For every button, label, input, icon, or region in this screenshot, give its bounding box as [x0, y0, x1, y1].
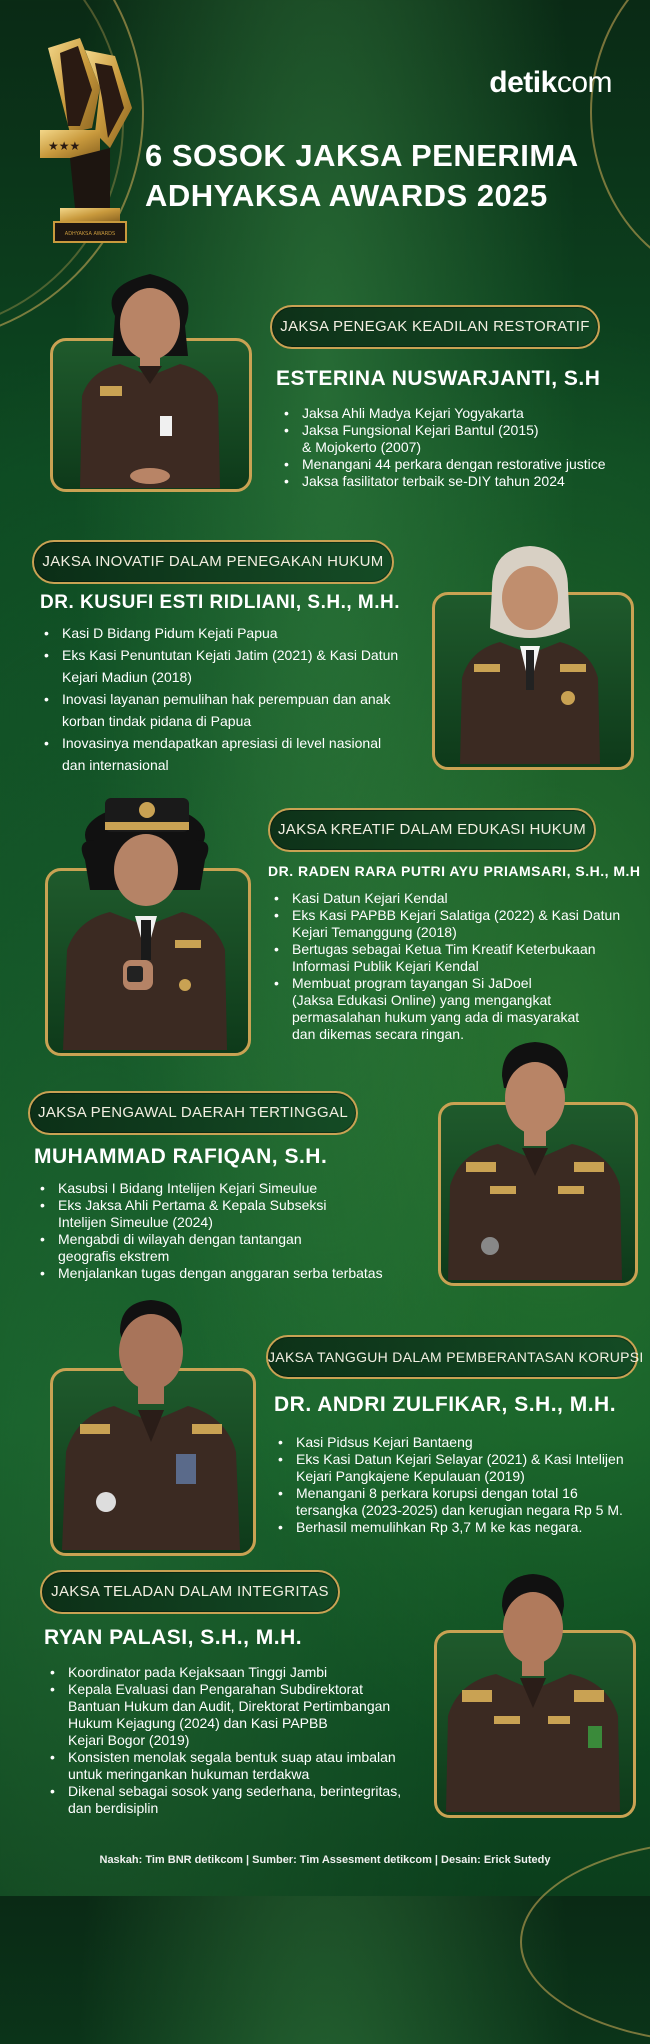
- point-5-1: • Kasi Pidsus Kejari Bantaeng: [278, 1434, 473, 1450]
- point-5-3: • Menangani 8 perkara korupsi dengan total 16 tersangka (2023-2025) dan kerugian negara Rp 5 M.: [278, 1485, 623, 1518]
- portrait-raden: [55, 780, 237, 1050]
- profile-name-2: DR. KUSUFI ESTI RIDLIANI, S.H., M.H.: [40, 592, 401, 613]
- profile-points-2: [40, 622, 420, 776]
- credits-footer: Naskah: Tim BNR detikcom | Sumber: Tim Assesment detikcom | Desain: Erick Sutedy: [99, 1854, 551, 1866]
- profile-name-6: RYAN PALASI, S.H., M.H.: [44, 1626, 303, 1649]
- category-badge-3: JAKSA KREATIF DALAM EDUKASI HUKUM: [268, 808, 596, 852]
- point-6-2: • Kepala Evaluasi dan Pengarahan Subdirektorat Bantuan Hukum dan Audit, Direktorat Pertimbangan Hukum Kejagung (2024) dan Kasi PAPBB Kejari Bogor (2019): [50, 1681, 391, 1748]
- category-badge-4: JAKSA PENGAWAL DAERAH TERTINGGAL: [28, 1091, 358, 1135]
- point-5-4: • Berhasil memulihkan Rp 3,7 M ke kas negara.: [278, 1519, 583, 1535]
- svg-text:★★★: ★★★: [48, 139, 81, 153]
- portrait-andri: [56, 1292, 246, 1550]
- category-badge-6: JAKSA TELADAN DALAM INTEGRITAS: [40, 1570, 340, 1614]
- portrait-rafiqan: [440, 1036, 630, 1280]
- point-3-1: • Kasi Datun Kejari Kendal: [274, 890, 448, 906]
- point-1-1: • Jaksa Ahli Madya Kejari Yogyakarta: [284, 405, 524, 421]
- point-4-3: • Mengabdi di wilayah dengan tantangan geografis ekstrem: [40, 1231, 302, 1264]
- title-line-1: 6 SOSOK JAKSA PENERIMA: [145, 138, 579, 173]
- point-1-4: • Jaksa fasilitator terbaik se-DIY tahun 2024: [284, 473, 565, 489]
- point-6-4: • Dikenal sebagai sosok yang sederhana, berintegritas, dan berdisiplin: [50, 1783, 402, 1816]
- point-1-3: • Menangani 44 perkara dengan restorative justice: [284, 456, 606, 472]
- profile-name-1: ESTERINA NUSWARJANTI, S.H: [276, 367, 601, 390]
- profile-points-5: [274, 1434, 644, 1536]
- profile-points-6: [46, 1664, 436, 1817]
- title-line-2: ADHYAKSA AWARDS 2025: [145, 178, 548, 213]
- category-badge-5: JAKSA TANGGUH DALAM PEMBERANTASAN KORUPSI: [266, 1335, 638, 1379]
- profile-points-4: [36, 1180, 426, 1282]
- portrait-esterina: [60, 266, 240, 488]
- point-2-4: • Inovasinya mendapatkan apresiasi di level nasional dan internasional: [44, 735, 382, 773]
- point-6-1: • Koordinator pada Kejaksaan Tinggi Jambi: [50, 1664, 328, 1680]
- brand-detik: detik: [489, 66, 557, 99]
- svg-text:ADHYAKSA AWARDS: ADHYAKSA AWARDS: [64, 231, 116, 237]
- portrait-kusufi: [440, 538, 620, 764]
- profile-points-3: [270, 890, 640, 1043]
- profile-name-4: MUHAMMAD RAFIQAN, S.H.: [34, 1145, 328, 1168]
- point-4-1: • Kasubsi I Bidang Intelijen Kejari Simeulue: [40, 1180, 318, 1196]
- profile-name-3: DR. RADEN RARA PUTRI AYU PRIAMSARI, S.H., M.H: [268, 863, 641, 879]
- category-badge-2: JAKSA INOVATIF DALAM PENEGAKAN HUKUM: [32, 540, 394, 584]
- decor-arc-right-bottom: [520, 1840, 650, 2044]
- point-1-2: • Jaksa Fungsional Kejari Bantul (2015) & Mojokerto (2007): [284, 422, 539, 455]
- point-4-4: • Menjalankan tugas dengan anggaran serba terbatas: [40, 1265, 383, 1281]
- category-badge-1: JAKSA PENEGAK KEADILAN RESTORATIF: [270, 305, 600, 349]
- point-5-2: • Eks Kasi Datun Kejari Selayar (2021) & Kasi Intelijen Kejari Pangkajene Kepulauan (2019): [278, 1451, 624, 1484]
- brand-logo: [489, 66, 612, 100]
- page-title: [145, 136, 625, 216]
- point-2-1: • Kasi D Bidang Pidum Kejati Papua: [44, 625, 278, 641]
- point-6-3: • Konsisten menolak segala bentuk suap atau imbalan untuk meringankan hukuman terdakwa: [50, 1749, 396, 1782]
- point-4-2: • Eks Jaksa Ahli Pertama & Kepala Subseksi Intelijen Simeulue (2024): [40, 1197, 327, 1230]
- point-3-4: • Membuat program tayangan Si JaDoel (Jaksa Edukasi Online) yang mengangkat permasalahan hukum yang ada di masyarakat dan dikemas secara ringan.: [274, 975, 580, 1042]
- point-3-3: • Bertugas sebagai Ketua Tim Kreatif Keterbukaan Informasi Publik Kejari Kendal: [274, 941, 596, 974]
- brand-com: com: [556, 66, 612, 99]
- point-2-3: • Inovasi layanan pemulihan hak perempuan dan anak korban tindak pidana di Papua: [44, 691, 391, 729]
- point-2-2: • Eks Kasi Penuntutan Kejati Jatim (2021) & Kasi Datun Kejari Madiun (2018): [44, 647, 399, 685]
- profile-points-1: [280, 405, 640, 490]
- profile-name-5: DR. ANDRI ZULFIKAR, S.H., M.H.: [274, 1393, 617, 1416]
- point-3-2: • Eks Kasi PAPBB Kejari Salatiga (2022) & Kasi Datun Kejari Temanggung (2018): [274, 907, 621, 940]
- trophy-icon: [40, 38, 135, 248]
- portrait-ryan: [438, 1566, 628, 1812]
